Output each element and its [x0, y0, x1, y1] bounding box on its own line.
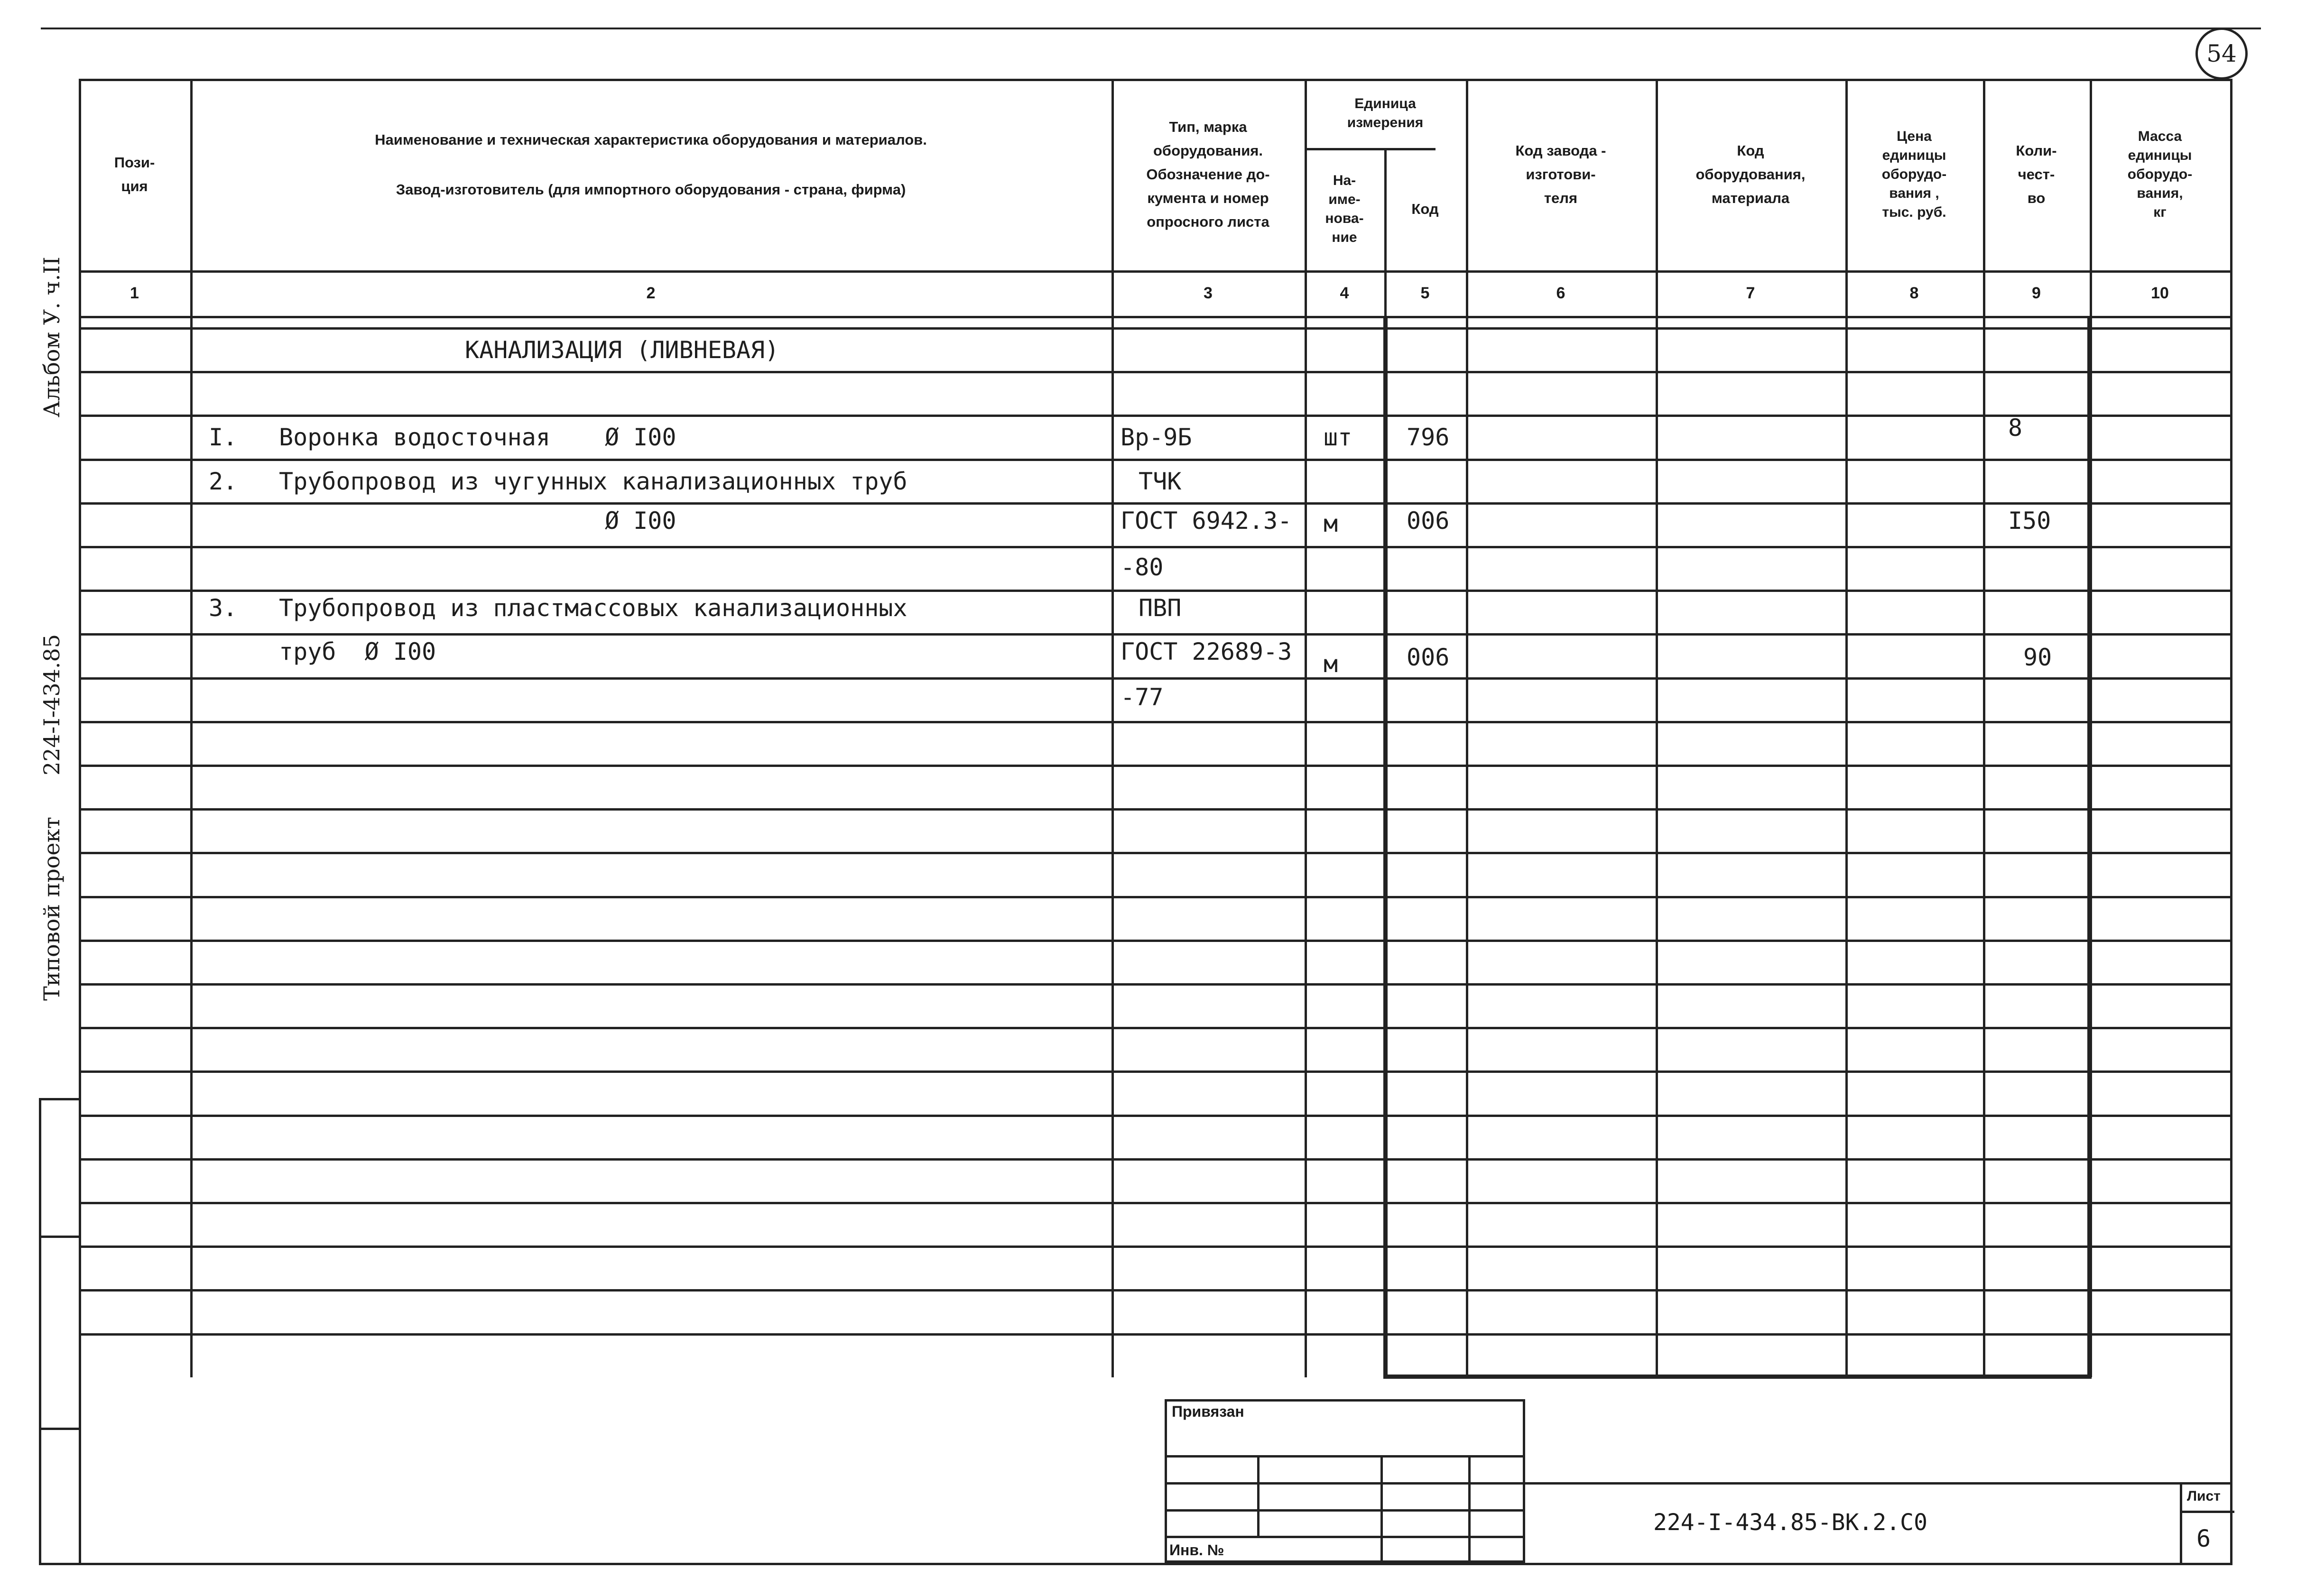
header-unit-group: Единица измерения: [1347, 96, 1424, 130]
sheet-label: Лист: [2187, 1488, 2221, 1504]
stamp-line: [39, 1098, 41, 1565]
item-2-standard-suffix: -80: [1121, 554, 1164, 581]
row-line: [79, 590, 2232, 592]
row-line: [79, 502, 2232, 505]
colnum-8: 8: [1909, 284, 1919, 302]
row-line: [79, 1158, 2232, 1161]
row-line: [79, 415, 2232, 417]
row-line: [79, 327, 2232, 330]
colnum-bottom-line: [79, 316, 2232, 318]
item-3-standard: ГОСТ 22689-3: [1121, 638, 1292, 665]
header-type: Тип, марка оборудования. Обозначение до- кумента и номер опросного листа: [1146, 119, 1270, 230]
row-line: [79, 1115, 2232, 1117]
row-line: [79, 808, 2232, 811]
row-line: [79, 940, 2232, 942]
row-line: [79, 852, 2232, 854]
row-line: [79, 633, 2232, 636]
table-border-bottom: [79, 1563, 2232, 1565]
tb-line: [1525, 1482, 2232, 1485]
stamp-line: [39, 1428, 79, 1430]
item-3-name-cont: труб Ø I00: [279, 638, 436, 665]
header-equipment-code: Код оборудования, материала: [1695, 142, 1806, 206]
stamp-line: [39, 1563, 79, 1565]
column-line: [1305, 79, 1307, 1377]
colnum-5: 5: [1420, 284, 1430, 302]
colnum-3: 3: [1204, 284, 1213, 302]
item-3-unit: м: [1324, 650, 1338, 678]
column-line: [1656, 79, 1658, 1377]
bound-box: [1165, 1399, 1525, 1563]
bound-label: Привязан: [1172, 1403, 1244, 1420]
header-name-line1: Наименование и техническая характеристика оборудования и материалов.: [375, 131, 927, 148]
item-1-diameter: Ø I00: [605, 424, 676, 451]
sheet-divider: [2180, 1511, 2234, 1513]
item-3-standard-suffix: -77: [1121, 683, 1164, 711]
row-line: [79, 1289, 2232, 1292]
item-2-type: ТЧК: [1139, 468, 1182, 495]
row-line: [79, 1027, 2232, 1029]
item-3-type: ПВП: [1139, 594, 1182, 622]
thick-column-line: [1383, 318, 1388, 1377]
item-3-position: 3.: [209, 594, 238, 622]
header-price: Цена единицы оборудо- вания , тыс. руб.: [1881, 129, 1947, 220]
page-number: 54: [2206, 40, 2237, 67]
sheet-number: 6: [2196, 1525, 2211, 1552]
inv-label: Инв. №: [1169, 1541, 1224, 1559]
thick-bottom-line: [1383, 1375, 2092, 1379]
item-2-standard: ГОСТ 6942.3-: [1121, 507, 1292, 535]
colnum-1: 1: [130, 284, 139, 302]
table-border-right: [2230, 79, 2232, 1565]
column-line: [1111, 79, 1114, 1377]
item-1-code: 796: [1407, 424, 1450, 451]
header-position: Пози- ция: [114, 154, 155, 194]
row-line: [79, 677, 2232, 680]
item-1-position: I.: [209, 424, 238, 451]
row-line: [79, 721, 2232, 723]
side-project-type: Типовой проект: [39, 817, 65, 1001]
stamp-line: [39, 1098, 79, 1100]
thick-column-line: [2087, 318, 2092, 1377]
item-3-quantity: 90: [2023, 644, 2052, 671]
header-unit-code: Код: [1411, 201, 1439, 217]
row-line: [79, 983, 2232, 986]
header-factory-code: Код завода - изготови- теля: [1515, 142, 1606, 206]
item-1-quantity: 8: [2008, 414, 2023, 442]
row-line: [79, 1333, 2232, 1336]
header-mass: Масса единицы оборудо- вания, кг: [2127, 129, 2193, 220]
stamp-line: [39, 1236, 79, 1238]
item-1-unit: шт: [1324, 424, 1352, 451]
section-title: КАНАЛИЗАЦИЯ (ЛИВНЕВАЯ): [465, 336, 779, 364]
item-3-code: 006: [1407, 644, 1450, 671]
row-line: [79, 371, 2232, 373]
column-line: [1983, 79, 1985, 1377]
row-line: [79, 765, 2232, 767]
side-project-number: 224-I-434.85: [39, 634, 65, 775]
item-2-position: 2.: [209, 468, 238, 495]
header-name-line2: Завод-изготовитель (для импортного оборудования - страна, фирма): [396, 181, 906, 198]
item-2-diameter: Ø I00: [605, 507, 676, 535]
item-2-quantity: I50: [2008, 507, 2051, 535]
header-unit-name: На- име- нова- ние: [1325, 173, 1364, 245]
colnum-9: 9: [2032, 284, 2041, 302]
colnum-4: 4: [1340, 284, 1349, 302]
item-2-name: Трубопровод из чугунных канализационных труб: [279, 468, 908, 495]
row-line: [79, 1070, 2232, 1073]
colnum-6: 6: [1556, 284, 1565, 302]
column-line: [190, 79, 193, 1377]
document-code: 224-I-434.85-ВК.2.С0: [1653, 1509, 1927, 1536]
row-line: [79, 1202, 2232, 1204]
colnum-2: 2: [646, 284, 656, 302]
header-quantity: Коли- чест- во: [2016, 142, 2057, 206]
item-1-name: Воронка водосточная: [279, 424, 550, 451]
side-album-label: Альбом У. ч.II: [39, 257, 65, 417]
item-2-code: 006: [1407, 507, 1450, 535]
page-number-circle: [2195, 28, 2248, 80]
row-line: [79, 459, 2232, 461]
item-2-unit: м: [1324, 510, 1338, 537]
column-line: [1466, 79, 1468, 1377]
top-line: [41, 28, 2261, 29]
colnum-10: 10: [2151, 284, 2169, 302]
item-3-name: Трубопровод из пластмассовых канализационных: [279, 594, 908, 622]
row-line: [79, 896, 2232, 898]
row-line: [79, 546, 2232, 548]
item-1-type: Вр-9Б: [1121, 424, 1192, 451]
column-line: [1845, 79, 1848, 1377]
row-line: [79, 1245, 2232, 1248]
colnum-7: 7: [1746, 284, 1755, 302]
